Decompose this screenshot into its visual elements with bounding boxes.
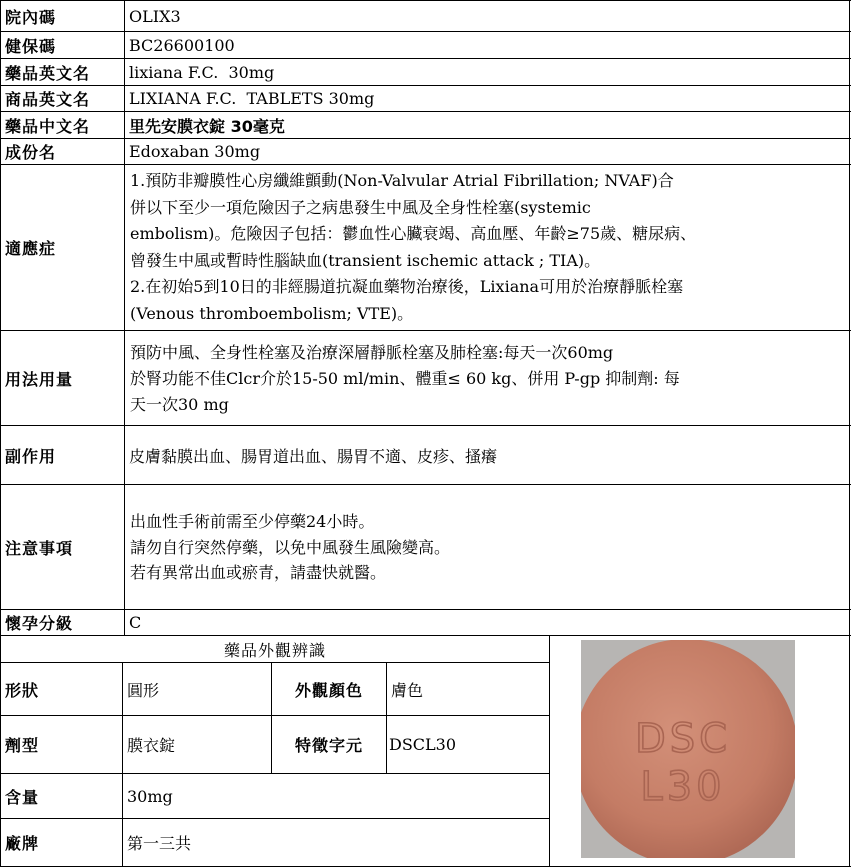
precautions-line: 若有異常出血或瘀青，請盡快就醫。 — [130, 563, 387, 582]
dosage-label: 用法用量 — [5, 369, 74, 389]
pill-image — [581, 640, 795, 858]
brand-value: 第一三共 — [127, 834, 192, 853]
pill-photo-svg — [581, 640, 795, 858]
indications-line: 併以下至少一項危險因子之病患發生中風及全身性栓塞(systemic — [130, 197, 591, 217]
dosage-line: 預防中風、全身性栓塞及治療深層靜脈栓塞及肺栓塞:每天一次60mg — [130, 343, 614, 362]
indications-line: 2.在初始5到10日的非經腸道抗凝血藥物治療後，Lixiana可用於治療靜脈栓塞 — [130, 277, 684, 296]
row-line — [0, 484, 851, 485]
brand-english-name-label: 商品英文名 — [5, 90, 91, 109]
indications-line: embolism)。危險因子包括：鬱血性心臟衰竭、高血壓、年齡≥75歲、糖尿病、 — [130, 224, 697, 243]
shape-label: 形狀 — [5, 680, 40, 700]
precautions-label: 注意事項 — [5, 538, 74, 558]
precautions-line: 出血性手術前需至少停藥24小時。 — [130, 512, 375, 531]
indications-line: 1.預防非瓣膜性心房纖維顫動(Non-Valvular Atrial Fibrillation; NVAF)合 — [130, 171, 674, 190]
imprint-label: 特徵字元 — [294, 736, 363, 755]
indications-line: (Venous thromboembolism; VTE)。 — [130, 303, 414, 323]
strength-value: 30mg — [127, 786, 173, 806]
drug-chinese-name-value: 里先安膜衣錠 30毫克 — [129, 116, 285, 136]
drug-english-name-label: 藥品英文名 — [5, 63, 91, 83]
indications-line: 曾發生中風或暫時性腦缺血(transient ischemic attack ; TIA)。 — [130, 250, 601, 270]
precautions-text — [125, 509, 849, 605]
pill-imprint-line2: L30 — [640, 764, 726, 810]
dosage-form-value: 膜衣錠 — [127, 736, 176, 755]
ingredient-label: 成份名 — [5, 143, 57, 162]
side-effects-value: 皮膚黏膜出血、腸胃道出血、腸胃不適、皮疹、搔癢 — [129, 446, 498, 466]
insurance-code-label: 健保碼 — [5, 36, 57, 56]
row-line — [0, 164, 851, 165]
indications-label: 適應症 — [5, 239, 57, 258]
dosage-text — [125, 340, 849, 424]
border-right — [849, 0, 850, 867]
indications-text — [125, 168, 849, 328]
brand-english-name-value: LIXIANA F.C. TABLETS 30mg — [129, 89, 375, 108]
dosage-form-label: 劑型 — [5, 736, 40, 755]
appearance-header: 藥品外觀辨識 — [223, 640, 326, 660]
dosage-line: 於腎功能不佳Clcr介於15-50 ml/min、體重≤ 60 kg、併用 P-gp 抑制劑: 每 — [130, 369, 680, 388]
strength-label: 含量 — [5, 787, 40, 807]
insurance-code-value: BC26600100 — [129, 35, 235, 55]
drug-chinese-name-label: 藥品中文名 — [5, 116, 91, 136]
pregnancy-category-value: C — [129, 613, 142, 632]
drug-english-name-value: lixiana F.C. 30mg — [129, 62, 275, 82]
ingredient-value: Edoxaban 30mg — [129, 142, 261, 161]
color-value: 膚色 — [391, 680, 424, 700]
imprint-value: DSCL30 — [389, 735, 457, 754]
row-line — [0, 330, 851, 331]
col-line — [549, 636, 550, 867]
hospital-code-label: 院內碼 — [5, 7, 57, 27]
brand-label: 廠牌 — [5, 834, 40, 853]
precautions-line: 請勿自行突然停藥，以免中風發生風險變高。 — [130, 537, 451, 557]
dosage-line: 天一次30 mg — [130, 395, 229, 414]
pregnancy-category-label: 懷孕分級 — [5, 614, 74, 633]
side-effects-label: 副作用 — [5, 446, 57, 466]
shape-value: 圓形 — [127, 680, 160, 700]
color-label: 外觀顏色 — [294, 680, 363, 700]
pill-imprint-line1: DSC — [634, 716, 732, 762]
hospital-code-value: OLIX3 — [129, 6, 181, 26]
